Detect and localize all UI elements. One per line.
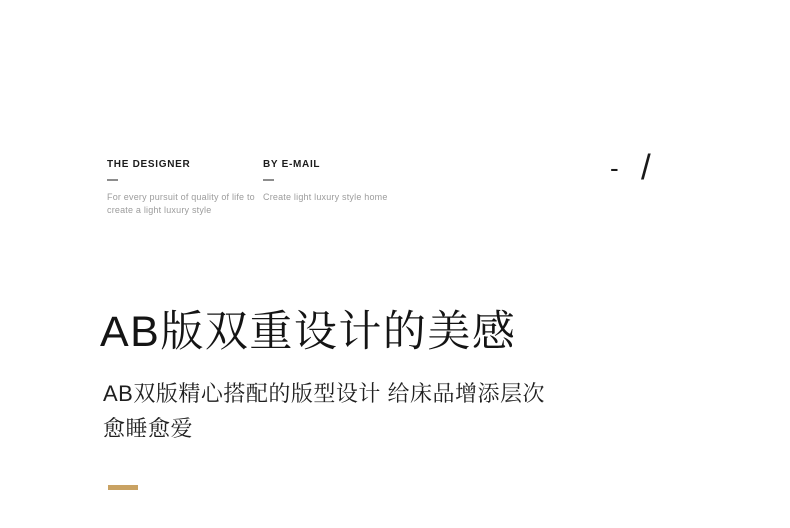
designer-description: For every pursuit of quality of life to create a light luxury style xyxy=(107,192,255,215)
designer-heading: THE DESIGNER xyxy=(107,159,191,170)
email-description: Create light luxury style home xyxy=(263,192,388,202)
section-subtitle-line2: 愈睡愈爱 xyxy=(103,416,194,441)
designer-divider xyxy=(107,179,118,181)
accent-bar xyxy=(108,485,138,490)
designer-info-column xyxy=(107,159,259,217)
email-heading: BY E-MAIL xyxy=(263,159,321,170)
section-subtitle xyxy=(103,376,545,446)
section-title: AB版双重设计的美感 xyxy=(100,308,517,356)
pagination-current: - xyxy=(610,153,619,183)
email-info-column xyxy=(263,159,443,204)
carousel-pagination xyxy=(605,145,675,195)
pagination-separator-icon: / xyxy=(641,148,651,187)
section-subtitle-line1: AB双版精心搭配的版型设计 给床品增添层次 xyxy=(103,381,545,406)
email-divider xyxy=(263,179,274,181)
